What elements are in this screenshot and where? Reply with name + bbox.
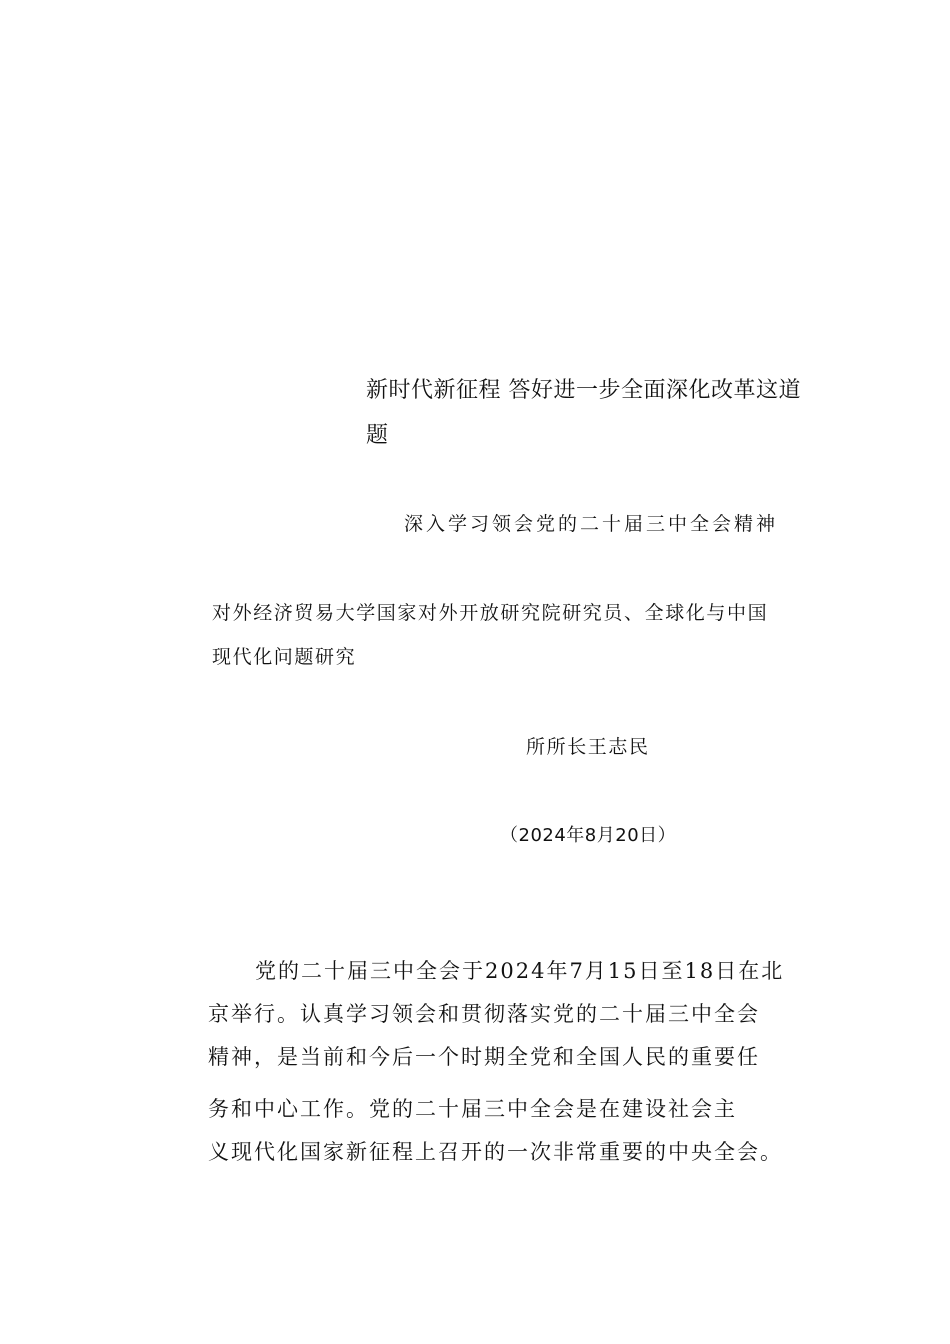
body-line: 义现代化国家新征程上召开的一次非常重要的中央全会。 [208, 1140, 783, 1164]
document-title-line-2: 题 [366, 423, 389, 448]
body-line: 党的二十届三中全会于2024年7月15日至18日在北 [255, 959, 785, 983]
body-line: 务和中心工作。党的二十届三中全会是在建设社会主 [208, 1097, 737, 1121]
body-line: 京举行。认真学习领会和贯彻落实党的二十届三中全会 [208, 1002, 760, 1026]
document-subtitle: 深入学习领会党的二十届三中全会精神 [404, 513, 779, 535]
document-date: （2024年8月20日） [500, 825, 677, 846]
body-line: 精神，是当前和今后一个时期全党和全国人民的重要任 [208, 1045, 760, 1069]
author-affiliation-line-1: 对外经济贸易大学国家对外开放研究院研究员、全球化与中国 [212, 602, 769, 624]
author-name-line: 所所长王志民 [526, 736, 650, 758]
author-affiliation-line-2: 现代化问题研究 [212, 646, 357, 668]
document-title-line-1: 新时代新征程 答好进一步全面深化改革这道 [366, 378, 801, 403]
